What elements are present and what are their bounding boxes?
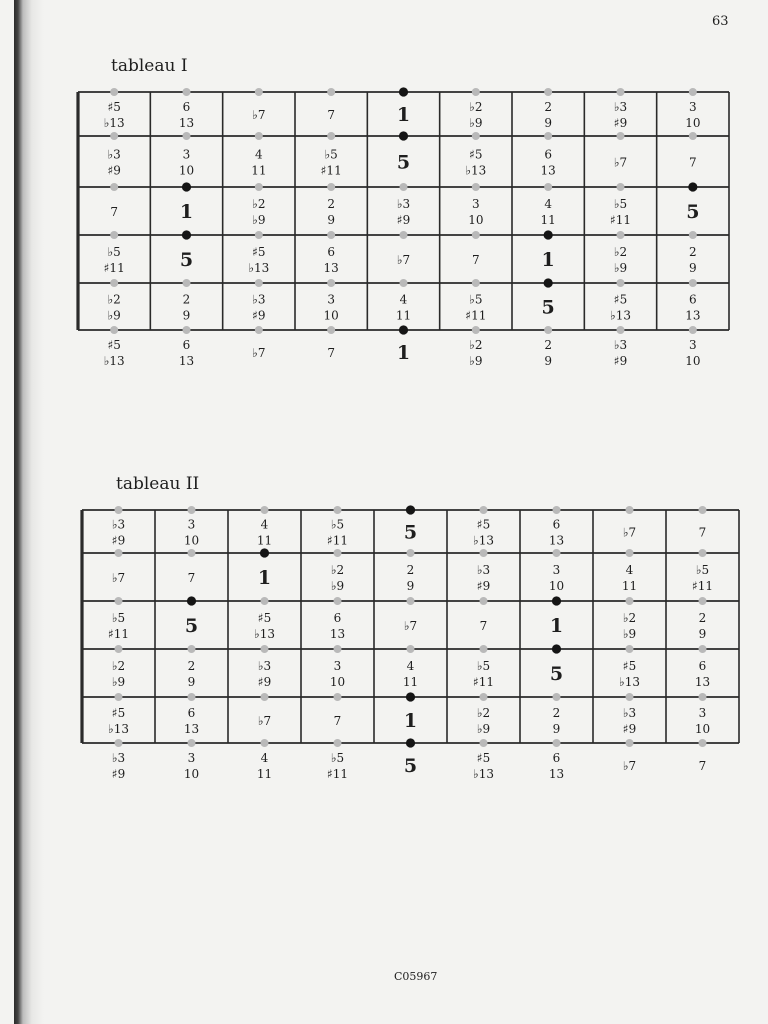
root-marker-dot <box>552 596 561 605</box>
interval-label: ♭7 <box>403 619 418 633</box>
interval-label: 4 <box>255 147 263 162</box>
compound-interval-label: 13 <box>548 533 565 548</box>
note-marker-dot <box>626 739 634 747</box>
compound-interval-label: 9 <box>406 579 415 593</box>
interval-label: 6 <box>182 100 191 114</box>
note-marker-dot <box>699 597 707 605</box>
interval-label: 1 <box>179 201 194 223</box>
compound-interval-label: ♭9 <box>330 579 345 593</box>
note-marker-dot <box>115 549 123 557</box>
interval-label: ♭5 <box>111 611 126 625</box>
interval-label: ♭5 <box>330 751 345 765</box>
interval-label: ♯5 <box>476 517 491 532</box>
compound-interval-label: ♯9 <box>107 163 121 178</box>
interval-label: ♭7 <box>111 571 126 585</box>
interval-label: ♭3 <box>613 338 628 352</box>
interval-label: ♭7 <box>252 346 266 360</box>
interval-label: 3 <box>333 659 342 673</box>
compound-interval-label: 11 <box>256 533 273 548</box>
compound-interval-label: ♯11 <box>320 163 342 178</box>
compound-interval-label: 10 <box>329 675 346 689</box>
interval-label: 1 <box>257 567 272 589</box>
interval-label: ♭3 <box>622 706 637 720</box>
interval-label: ♭5 <box>613 197 628 211</box>
interval-label: ♯5 <box>111 706 126 720</box>
interval-label: ♯5 <box>252 245 266 259</box>
note-marker-dot <box>699 645 707 653</box>
compound-interval-label: ♯11 <box>107 627 130 641</box>
compound-interval-label: 10 <box>178 163 195 178</box>
note-marker-dot <box>626 506 634 514</box>
interval-label: 4 <box>260 751 269 765</box>
interval-label: 7 <box>698 759 707 773</box>
interval-label: 7 <box>479 619 488 633</box>
interval-label: 4 <box>625 563 634 577</box>
root-marker-dot <box>406 692 415 701</box>
note-marker-dot <box>115 645 123 653</box>
interval-label: ♭5 <box>324 147 338 162</box>
compound-interval-label: ♭13 <box>610 308 631 323</box>
interval-label: 7 <box>472 253 480 267</box>
interval-label: ♭2 <box>252 197 266 211</box>
interval-label: 3 <box>689 100 697 114</box>
interval-label: 1 <box>396 104 411 126</box>
note-marker-dot <box>188 645 196 653</box>
interval-label: ♭7 <box>396 253 411 267</box>
note-marker-dot <box>626 645 634 653</box>
interval-label: 2 <box>698 611 707 625</box>
interval-label: ♭3 <box>111 751 126 765</box>
compound-interval-label: ♯9 <box>257 675 272 689</box>
page-number: 63 <box>712 14 729 29</box>
compound-interval-label: ♯9 <box>252 308 266 323</box>
compound-interval-label: ♭9 <box>469 116 483 130</box>
note-marker-dot <box>699 549 707 557</box>
note-marker-dot <box>480 645 488 653</box>
compound-interval-label: 9 <box>698 627 707 641</box>
compound-interval-label: ♯9 <box>111 767 126 781</box>
interval-label: ♯5 <box>107 338 121 352</box>
compound-interval-label: 9 <box>552 722 561 736</box>
interval-label: ♯5 <box>613 292 628 307</box>
interval-label: ♭2 <box>469 100 483 114</box>
compound-interval-label: 9 <box>327 213 335 227</box>
interval-label: 2 <box>327 197 335 211</box>
interval-label: ♭2 <box>622 611 637 625</box>
interval-label: ♭7 <box>622 525 637 540</box>
interval-label: ♭3 <box>396 197 411 211</box>
compound-interval-label: ♭13 <box>619 675 640 689</box>
root-marker-dot <box>552 644 561 653</box>
compound-interval-label: 11 <box>402 675 419 689</box>
compound-interval-label: ♯11 <box>472 675 495 689</box>
interval-label: 4 <box>260 517 269 532</box>
interval-label: 4 <box>406 659 415 673</box>
interval-label: ♭5 <box>476 659 491 673</box>
compound-interval-label: 10 <box>183 533 200 548</box>
compound-interval-label: ♭9 <box>622 627 637 641</box>
compound-interval-label: ♯9 <box>613 116 628 130</box>
compound-interval-label: 10 <box>685 354 701 368</box>
note-marker-dot <box>188 693 196 701</box>
interval-label: ♭7 <box>252 108 266 122</box>
interval-label: ♯5 <box>476 751 491 765</box>
compound-interval-label: ♭13 <box>473 767 494 781</box>
note-marker-dot <box>115 597 123 605</box>
interval-label: 2 <box>552 706 561 720</box>
compound-interval-label: ♯9 <box>476 579 491 593</box>
compound-interval-label: ♭13 <box>473 533 494 548</box>
interval-label: ♭2 <box>111 659 126 673</box>
note-marker-dot <box>115 739 123 747</box>
note-marker-dot <box>626 693 634 701</box>
interval-label: 1 <box>396 342 411 364</box>
compound-interval-label: ♭13 <box>103 354 125 368</box>
compound-interval-label: ♭9 <box>613 261 628 275</box>
note-marker-dot <box>480 597 488 605</box>
interval-label: 2 <box>689 245 697 259</box>
compound-interval-label: 11 <box>251 163 267 178</box>
interval-label: ♭5 <box>469 292 483 307</box>
interval-label: ♭3 <box>252 292 266 307</box>
interval-label: 7 <box>333 714 342 728</box>
interval-label: ♭5 <box>695 563 710 577</box>
note-marker-dot <box>261 693 269 701</box>
tableau-2-title: tableau II <box>116 474 200 494</box>
interval-label: 3 <box>472 197 480 211</box>
compound-interval-label: ♭13 <box>108 722 129 736</box>
interval-label: 6 <box>333 611 342 625</box>
compound-interval-label: 13 <box>548 767 565 781</box>
interval-label: ♭3 <box>613 100 628 114</box>
note-marker-dot <box>334 506 342 514</box>
interval-label: 5 <box>686 201 700 223</box>
note-marker-dot <box>115 506 123 514</box>
compound-interval-label: ♭13 <box>103 116 125 130</box>
interval-label: 1 <box>541 249 555 271</box>
compound-interval-label: ♭9 <box>111 675 126 689</box>
interval-label: 5 <box>179 249 194 271</box>
compound-interval-label: 13 <box>178 354 195 368</box>
compound-interval-label: ♯11 <box>465 308 487 323</box>
compound-interval-label: ♯11 <box>326 767 349 781</box>
interval-label: ♯5 <box>107 100 121 114</box>
interval-label: 3 <box>327 292 335 307</box>
interval-label: 7 <box>187 571 196 585</box>
interval-label: ♯5 <box>257 611 272 625</box>
note-marker-dot <box>553 693 561 701</box>
note-marker-dot <box>188 549 196 557</box>
interval-label: 6 <box>544 147 552 162</box>
compound-interval-label: ♯11 <box>691 579 714 593</box>
interval-label: 5 <box>403 755 418 777</box>
interval-label: 2 <box>187 659 196 673</box>
root-marker-dot <box>406 505 415 514</box>
note-marker-dot <box>334 549 342 557</box>
compound-interval-label: 13 <box>685 308 701 323</box>
interval-label: ♭2 <box>476 706 491 720</box>
interval-label: 6 <box>698 659 707 673</box>
interval-label: 3 <box>689 338 697 352</box>
interval-label: 2 <box>544 100 552 114</box>
compound-interval-label: 11 <box>621 579 638 593</box>
note-marker-dot <box>407 597 415 605</box>
interval-label: 7 <box>327 108 335 122</box>
compound-interval-label: 9 <box>689 261 697 275</box>
note-marker-dot <box>261 597 269 605</box>
compound-interval-label: ♭13 <box>465 163 487 178</box>
note-marker-dot <box>188 739 196 747</box>
compound-interval-label: ♭9 <box>252 213 266 227</box>
interval-label: 6 <box>552 751 561 765</box>
interval-label: ♭7 <box>622 759 637 773</box>
compound-interval-label: 9 <box>544 116 552 130</box>
compound-interval-label: 13 <box>178 116 195 130</box>
interval-label: 3 <box>552 563 561 577</box>
interval-label: 7 <box>110 205 118 219</box>
interval-label: 5 <box>541 296 555 319</box>
compound-interval-label: 11 <box>395 308 412 323</box>
interval-label: ♭2 <box>613 245 628 259</box>
interval-label: 5 <box>396 151 411 174</box>
note-marker-dot <box>699 693 707 701</box>
interval-label: 5 <box>403 521 418 544</box>
interval-label: 6 <box>689 292 697 307</box>
interval-label: ♭3 <box>257 659 272 673</box>
interval-label: 6 <box>327 245 335 259</box>
interval-label: ♭2 <box>469 338 483 352</box>
note-marker-dot <box>553 739 561 747</box>
compound-interval-label: 13 <box>329 627 346 641</box>
compound-interval-label: 10 <box>694 722 711 736</box>
tableau-1-title: tableau I <box>111 56 188 76</box>
interval-label: 4 <box>399 292 408 307</box>
compound-interval-label: ♯11 <box>103 261 125 275</box>
interval-label: 2 <box>406 563 415 577</box>
note-marker-dot <box>480 549 488 557</box>
note-marker-dot <box>334 739 342 747</box>
note-marker-dot <box>334 645 342 653</box>
interval-label: 3 <box>698 706 707 720</box>
note-marker-dot <box>553 549 561 557</box>
interval-label: 1 <box>403 710 418 732</box>
note-marker-dot <box>407 549 415 557</box>
compound-interval-label: 9 <box>182 308 191 323</box>
compound-interval-label: 10 <box>685 116 701 130</box>
compound-interval-label: ♯9 <box>111 533 126 548</box>
interval-label: 7 <box>327 346 335 360</box>
interval-label: 6 <box>552 517 561 532</box>
note-marker-dot <box>334 693 342 701</box>
interval-label: 7 <box>698 525 707 540</box>
compound-interval-label: 10 <box>323 308 339 323</box>
compound-interval-label: ♭9 <box>469 354 483 368</box>
interval-label: ♭3 <box>476 563 491 577</box>
interval-label: ♭2 <box>107 292 121 307</box>
note-marker-dot <box>626 549 634 557</box>
interval-label: 1 <box>549 615 564 637</box>
interval-label: ♭3 <box>107 147 121 162</box>
root-marker-dot <box>260 548 269 557</box>
compound-interval-label: ♯9 <box>613 354 628 368</box>
compound-interval-label: 11 <box>256 767 273 781</box>
interval-label: ♯5 <box>469 147 483 162</box>
interval-label: 2 <box>182 292 191 307</box>
compound-interval-label: 13 <box>540 163 556 178</box>
interval-label: ♯5 <box>622 659 637 673</box>
interval-label: 6 <box>187 706 196 720</box>
interval-label: 5 <box>549 663 564 685</box>
interval-label: ♭5 <box>107 245 121 259</box>
interval-label: 3 <box>187 517 196 532</box>
interval-label: 4 <box>544 197 552 211</box>
note-marker-dot <box>115 693 123 701</box>
compound-interval-label: 9 <box>187 675 196 689</box>
compound-interval-label: ♯9 <box>396 213 411 227</box>
interval-label: 7 <box>689 155 697 170</box>
note-marker-dot <box>626 597 634 605</box>
root-marker-dot <box>406 738 415 747</box>
compound-interval-label: ♯11 <box>609 213 632 227</box>
compound-interval-label: ♯9 <box>622 722 637 736</box>
note-marker-dot <box>553 506 561 514</box>
compound-interval-label: 11 <box>540 213 556 227</box>
note-marker-dot <box>261 739 269 747</box>
interval-label: ♭7 <box>613 155 628 170</box>
compound-interval-label: 10 <box>183 767 200 781</box>
compound-interval-label: 9 <box>544 354 552 368</box>
compound-interval-label: 10 <box>468 213 484 227</box>
compound-interval-label: 13 <box>323 261 339 275</box>
compound-interval-label: 10 <box>548 579 565 593</box>
note-marker-dot <box>188 506 196 514</box>
interval-label: ♭5 <box>330 517 345 532</box>
compound-interval-label: 13 <box>183 722 200 736</box>
interval-label: ♭7 <box>257 714 272 728</box>
compound-interval-label: 13 <box>694 675 711 689</box>
interval-label: ♭3 <box>111 517 126 532</box>
interval-label: 2 <box>544 338 552 352</box>
note-marker-dot <box>699 506 707 514</box>
compound-interval-label: ♭9 <box>476 722 491 736</box>
note-marker-dot <box>699 739 707 747</box>
interval-label: 5 <box>184 615 199 637</box>
root-marker-dot <box>187 596 196 605</box>
footer-code: C05967 <box>394 970 438 983</box>
interval-label: 3 <box>187 751 196 765</box>
compound-interval-label: ♭13 <box>248 261 270 275</box>
interval-label: 3 <box>182 147 191 162</box>
note-marker-dot <box>480 693 488 701</box>
note-marker-dot <box>480 739 488 747</box>
note-marker-dot <box>407 645 415 653</box>
interval-label: ♭2 <box>330 563 345 577</box>
compound-interval-label: ♭9 <box>107 308 121 323</box>
note-marker-dot <box>334 597 342 605</box>
note-marker-dot <box>261 645 269 653</box>
compound-interval-label: ♭13 <box>254 627 275 641</box>
note-marker-dot <box>480 506 488 514</box>
interval-label: 6 <box>182 338 191 352</box>
compound-interval-label: ♯11 <box>326 533 349 548</box>
note-marker-dot <box>261 506 269 514</box>
